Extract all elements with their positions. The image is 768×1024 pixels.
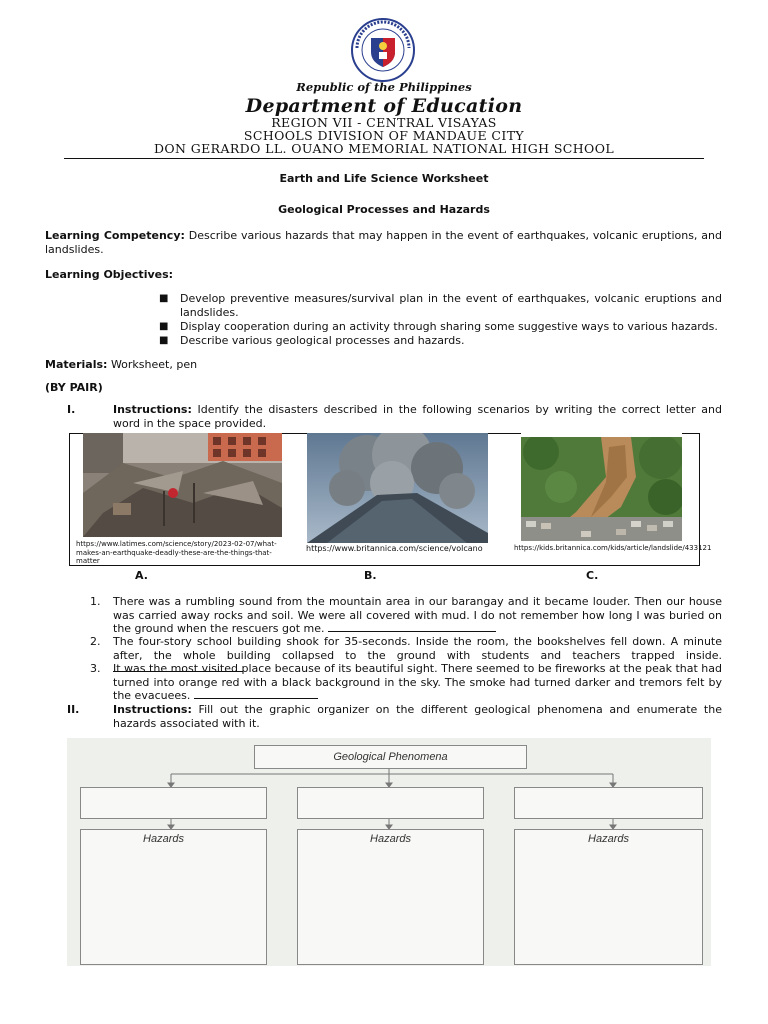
frame-top-right xyxy=(682,433,699,434)
source-b: https://www.britannica.com/science/volcano xyxy=(306,544,483,553)
republic-heading: Republic of the Philippines xyxy=(296,80,472,94)
part2-instructions xyxy=(113,703,722,730)
hazards-label: Hazards xyxy=(370,833,411,845)
competency-text: Describe various hazards that may happen in the event of earthquakes, volcanic eruptions, and landslides. xyxy=(45,229,722,256)
part2-numeral: II. xyxy=(67,703,80,716)
worksheet-subtitle: Geological Processes and Hazards xyxy=(278,203,490,216)
answer-blank[interactable] xyxy=(194,689,318,699)
phenomenon-box-2[interactable] xyxy=(297,787,484,819)
frame-top-left xyxy=(69,433,83,434)
objective-item: Develop preventive measures/survival plan in the event of earthquakes, volcanic eruptions and landslides. xyxy=(180,292,722,319)
objectives-label: Learning Objectives: xyxy=(45,268,174,281)
hazards-label: Hazards xyxy=(143,833,184,845)
part2-instructions-label: Instructions: xyxy=(113,703,192,716)
label-c: C. xyxy=(586,569,599,582)
objective-item: Display cooperation during an activity through sharing some suggestive ways to various hazards. xyxy=(180,320,718,333)
worksheet-title: Earth and Life Science Worksheet xyxy=(279,172,489,185)
phenomena-root-label: Geological Phenomena xyxy=(333,751,448,763)
source-a: https://www.latimes.com/science/story/2023-02-07/what-makes-an-earthquake-deadly-these-are-the-things-that-matter xyxy=(76,540,277,565)
phenomenon-box-1[interactable] xyxy=(80,787,267,819)
scenario-3 xyxy=(113,662,722,703)
scenario-number: 3. xyxy=(90,662,101,675)
scenario-text: The four-story school building shook for 35-seconds. Inside the room, the bookshelves fell down. A minute after, the whole building collapsed to the ground with students and teachers trapped inside. xyxy=(113,635,722,662)
part2-instructions-text: Fill out the graphic organizer on the different geological phenomena and enumerate the hazards associated with it. xyxy=(113,703,722,730)
phenomena-root-box xyxy=(254,745,527,769)
label-b: B. xyxy=(364,569,377,582)
source-c: https://kids.britannica.com/kids/article/landslide/433121 xyxy=(514,544,712,552)
school-heading: DON GERARDO LL. OUANO MEMORIAL NATIONAL HIGH SCHOOL xyxy=(153,141,615,156)
deped-seal xyxy=(349,18,417,82)
department-heading: Department of Education xyxy=(245,95,523,117)
hazards-box-1[interactable] xyxy=(80,829,267,965)
frame-top-mid1 xyxy=(282,433,307,434)
part1-instructions-text: Identify the disasters described in the following scenarios by writing the correct letter and word in the space provided. xyxy=(113,403,722,430)
materials-text: Worksheet, pen xyxy=(110,358,198,371)
phenomenon-box-3[interactable] xyxy=(514,787,703,819)
scenario-1 xyxy=(113,595,722,636)
bullet-icon: ■ xyxy=(159,321,169,332)
materials xyxy=(45,358,722,372)
part1-instructions xyxy=(113,403,722,430)
by-pair-label: (BY PAIR) xyxy=(45,381,103,394)
earthquake-image xyxy=(83,433,282,537)
region-heading: REGION VII - CENTRAL VISAYAS xyxy=(271,115,497,130)
answer-blank[interactable] xyxy=(328,622,496,632)
scenario-number: 1. xyxy=(90,595,101,608)
label-a: A. xyxy=(135,569,148,582)
hazards-box-3[interactable] xyxy=(514,829,703,965)
bullet-icon: ■ xyxy=(159,293,169,304)
scenario-text: It was the most visited place because of its beautiful sight. There seemed to be fireworks at the peak that had turned into orange red with a black background in the sky. The smoke had turned darker and tremors felt by the evacuees. xyxy=(113,662,722,702)
hazards-box-2[interactable] xyxy=(297,829,484,965)
part1-numeral: I. xyxy=(67,403,76,416)
part1-instructions-label: Instructions: xyxy=(113,403,192,416)
materials-label: Materials: xyxy=(45,358,108,371)
learning-competency xyxy=(45,229,722,256)
landslide-image xyxy=(521,437,682,541)
header-divider xyxy=(64,158,704,159)
scenario-number: 2. xyxy=(90,635,101,648)
hazards-label: Hazards xyxy=(588,833,629,845)
bullet-icon: ■ xyxy=(159,335,169,346)
frame-top-mid2 xyxy=(488,433,521,434)
scenario-text: There was a rumbling sound from the mountain area in our barangay and it became louder. Then our house was carried away rocks and soil. We were all covered with mud. I do not remember how long I was buried on the ground when the rescuers got me. xyxy=(113,595,722,635)
division-heading: SCHOOLS DIVISION OF MANDAUE CITY xyxy=(243,128,525,143)
objective-item: Describe various geological processes and hazards. xyxy=(180,334,465,347)
graphic-organizer xyxy=(67,738,711,966)
volcano-image xyxy=(307,433,488,543)
competency-label: Learning Competency: xyxy=(45,229,185,242)
